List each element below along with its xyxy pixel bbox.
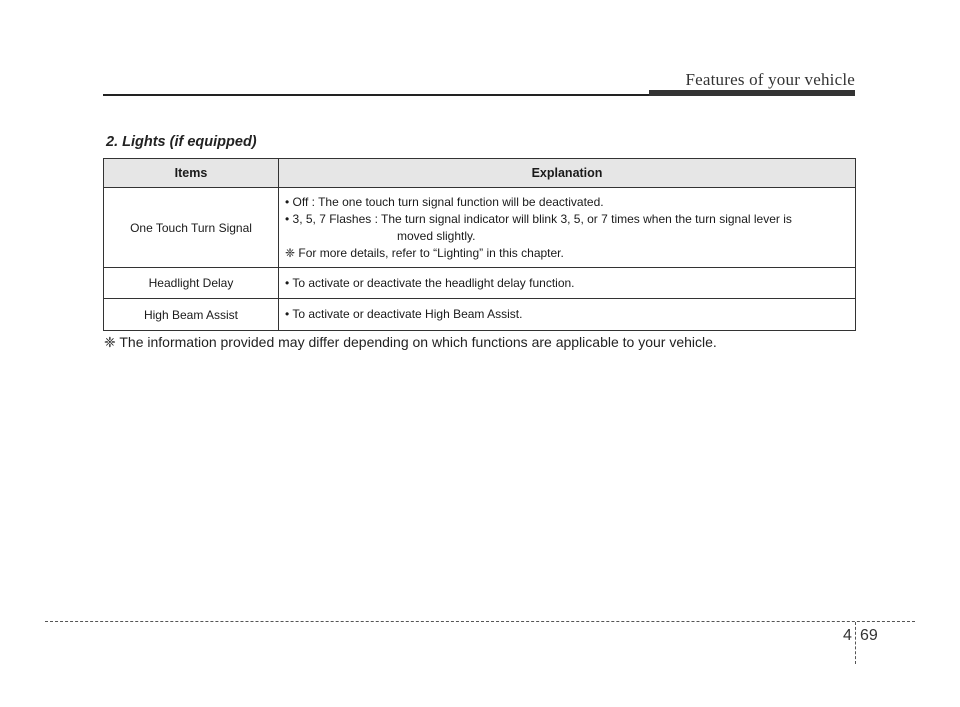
table-header-row	[104, 159, 856, 188]
page-header-title: Features of your vehicle	[685, 70, 855, 89]
row-explanation	[279, 299, 856, 331]
explanation-line: • Off : The one touch turn signal function will be deactivated.	[285, 194, 604, 209]
footer-dashed-rule	[45, 621, 915, 622]
row-item-name: High Beam Assist	[104, 299, 279, 331]
page-number: 69	[860, 627, 878, 644]
row-item-name: Headlight Delay	[104, 268, 279, 299]
row-explanation	[279, 188, 856, 268]
footer-divider	[855, 622, 856, 664]
table-row	[104, 268, 856, 299]
header-rule-accent	[649, 90, 855, 96]
table-row	[104, 299, 856, 331]
column-header-explanation: Explanation	[279, 159, 856, 188]
chapter-number: 4	[843, 627, 852, 644]
section-heading: 2. Lights (if equipped)	[106, 134, 257, 150]
row-item-name: One Touch Turn Signal	[104, 188, 279, 268]
explanation-line: • 3, 5, 7 Flashes : The turn signal indicator will blink 3, 5, or 7 times when the turn signal lever is	[285, 211, 792, 226]
explanation-note: ❈ For more details, refer to “Lighting” in this chapter.	[285, 245, 564, 260]
explanation-line: • To activate or deactivate High Beam Assist.	[285, 307, 523, 321]
row-explanation	[279, 268, 856, 299]
table-row	[104, 188, 856, 268]
explanation-line-continued: moved slightly.	[397, 228, 476, 243]
explanation-line: • To activate or deactivate the headlight delay function.	[285, 275, 575, 290]
features-table	[103, 158, 856, 331]
footnote: ❈ The information provided may differ depending on which functions are applicable to your vehicle.	[104, 334, 717, 350]
column-header-items: Items	[104, 159, 279, 188]
